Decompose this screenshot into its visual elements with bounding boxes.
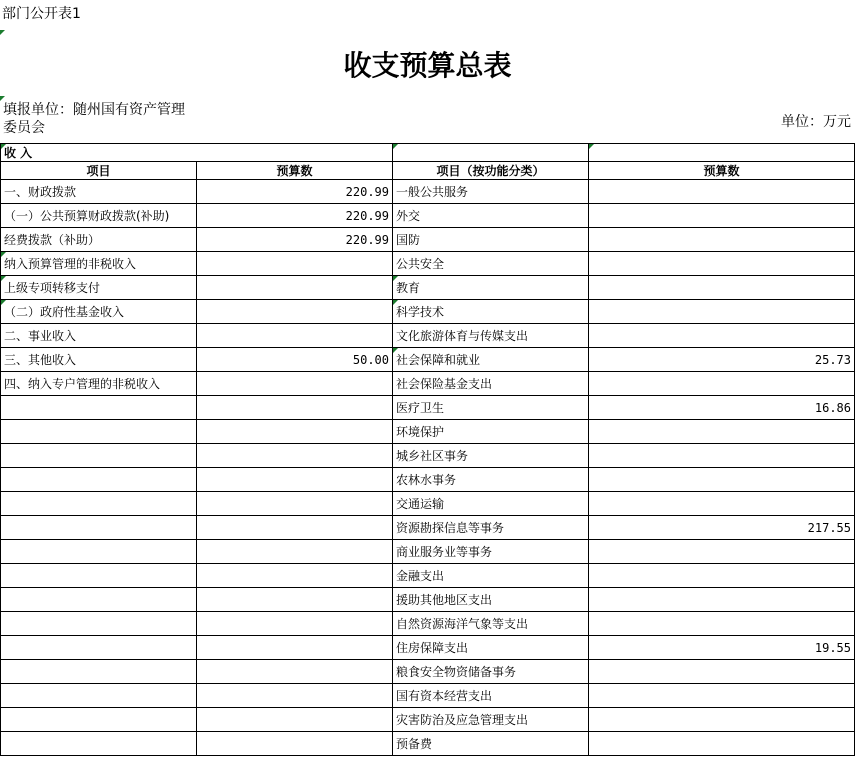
header-blank-cell bbox=[589, 144, 855, 162]
expense-value-cell[interactable] bbox=[589, 252, 855, 276]
table-row bbox=[1, 636, 855, 660]
table-row bbox=[1, 348, 855, 372]
income-value-cell[interactable]: 50.00 bbox=[197, 348, 393, 372]
income-value-cell[interactable] bbox=[197, 300, 393, 324]
income-value-cell[interactable] bbox=[197, 372, 393, 396]
income-item-cell[interactable]: 经费拨款（补助） bbox=[1, 228, 197, 252]
expense-item-cell[interactable]: 社会保障和就业 bbox=[393, 348, 589, 372]
table-row bbox=[1, 468, 855, 492]
table-row bbox=[1, 324, 855, 348]
expense-item-cell[interactable]: 灾害防治及应急管理支出 bbox=[393, 708, 589, 732]
expense-value-cell[interactable] bbox=[589, 708, 855, 732]
income-header-label: 收 入 bbox=[4, 146, 33, 160]
table-row bbox=[1, 372, 855, 396]
table-row bbox=[1, 444, 855, 468]
expense-item-cell[interactable]: 自然资源海洋气象等支出 bbox=[393, 612, 589, 636]
cell-marker-icon bbox=[393, 276, 398, 281]
expense-item-cell[interactable]: 科学技术 bbox=[393, 300, 589, 324]
header-blank-cell bbox=[393, 144, 589, 162]
col-func-budget-header: 预算数 bbox=[589, 162, 855, 180]
income-value-cell[interactable] bbox=[197, 660, 393, 684]
income-value-cell[interactable] bbox=[197, 540, 393, 564]
income-value-cell[interactable] bbox=[197, 636, 393, 660]
income-value-cell[interactable]: 220.99 bbox=[197, 204, 393, 228]
income-value-cell[interactable] bbox=[197, 612, 393, 636]
expense-item-cell[interactable]: 一般公共服务 bbox=[393, 180, 589, 204]
income-value-cell[interactable] bbox=[197, 396, 393, 420]
expense-value-cell[interactable] bbox=[589, 420, 855, 444]
table-row bbox=[1, 540, 855, 564]
table-row bbox=[1, 708, 855, 732]
table-row bbox=[1, 492, 855, 516]
income-value-cell[interactable]: 220.99 bbox=[197, 180, 393, 204]
expense-item-cell[interactable]: 医疗卫生 bbox=[393, 396, 589, 420]
income-value-cell[interactable] bbox=[197, 516, 393, 540]
expense-value-cell[interactable] bbox=[589, 564, 855, 588]
income-value-cell[interactable] bbox=[197, 468, 393, 492]
table-row bbox=[1, 180, 855, 204]
expense-value-cell[interactable] bbox=[589, 324, 855, 348]
col-item-header: 项目 bbox=[1, 162, 197, 180]
expense-item-cell[interactable]: 粮食安全物资储备事务 bbox=[393, 660, 589, 684]
income-value-cell[interactable] bbox=[197, 444, 393, 468]
expense-item-cell[interactable]: 援助其他地区支出 bbox=[393, 588, 589, 612]
cell-marker-icon bbox=[1, 252, 6, 257]
income-value-cell[interactable] bbox=[197, 684, 393, 708]
expense-item-cell[interactable]: 住房保障支出 bbox=[393, 636, 589, 660]
income-item-cell[interactable] bbox=[1, 708, 197, 732]
table-row bbox=[1, 684, 855, 708]
income-value-cell[interactable] bbox=[197, 492, 393, 516]
income-item-cell[interactable] bbox=[1, 492, 197, 516]
expense-value-cell[interactable] bbox=[589, 588, 855, 612]
income-item-cell[interactable] bbox=[1, 516, 197, 540]
income-item-cell[interactable] bbox=[1, 444, 197, 468]
cell-marker-icon bbox=[589, 144, 594, 149]
cell-marker-icon bbox=[1, 300, 6, 305]
expense-value-cell[interactable] bbox=[589, 732, 855, 756]
expense-item-cell[interactable]: 环境保护 bbox=[393, 420, 589, 444]
table-row bbox=[1, 516, 855, 540]
budget-table bbox=[0, 143, 855, 756]
table-row bbox=[1, 252, 855, 276]
expense-value-cell[interactable] bbox=[589, 180, 855, 204]
expense-value-cell[interactable] bbox=[589, 276, 855, 300]
table-row bbox=[1, 300, 855, 324]
table-row bbox=[1, 420, 855, 444]
table-row bbox=[1, 276, 855, 300]
expense-value-cell[interactable] bbox=[589, 684, 855, 708]
expense-item-cell[interactable]: 社会保险基金支出 bbox=[393, 372, 589, 396]
table-row bbox=[1, 660, 855, 684]
income-item-cell[interactable]: （一）公共预算财政拨款(补助) bbox=[1, 204, 197, 228]
expense-value-cell[interactable] bbox=[589, 444, 855, 468]
table-row bbox=[1, 588, 855, 612]
sheet-label: 部门公开表1 bbox=[2, 6, 81, 22]
income-item-cell[interactable]: 三、其他收入 bbox=[1, 348, 197, 372]
income-item-cell[interactable] bbox=[1, 612, 197, 636]
header-row-income bbox=[1, 144, 855, 162]
cell-marker-icon bbox=[1, 276, 6, 281]
income-header bbox=[1, 144, 393, 162]
income-item-cell[interactable] bbox=[1, 420, 197, 444]
income-item-cell[interactable] bbox=[1, 540, 197, 564]
header-row-columns bbox=[1, 162, 855, 180]
table-row bbox=[1, 228, 855, 252]
cell-marker-icon bbox=[393, 300, 398, 305]
income-value-cell[interactable] bbox=[197, 276, 393, 300]
expense-value-cell[interactable] bbox=[589, 660, 855, 684]
income-item-cell[interactable] bbox=[1, 660, 197, 684]
expense-item-cell[interactable]: 国防 bbox=[393, 228, 589, 252]
cell-marker-icon bbox=[0, 30, 5, 35]
expense-item-cell[interactable]: 公共安全 bbox=[393, 252, 589, 276]
income-item-cell[interactable]: 二、事业收入 bbox=[1, 324, 197, 348]
expense-value-cell[interactable]: 19.55 bbox=[589, 636, 855, 660]
income-value-cell[interactable] bbox=[197, 420, 393, 444]
income-value-cell[interactable] bbox=[197, 324, 393, 348]
income-item-cell[interactable] bbox=[1, 732, 197, 756]
expense-value-cell[interactable]: 16.86 bbox=[589, 396, 855, 420]
income-value-cell[interactable] bbox=[197, 252, 393, 276]
income-item-cell[interactable] bbox=[1, 468, 197, 492]
income-item-cell[interactable]: 四、纳入专户管理的非税收入 bbox=[1, 372, 197, 396]
expense-item-cell[interactable]: 预备费 bbox=[393, 732, 589, 756]
expense-value-cell[interactable] bbox=[589, 492, 855, 516]
expense-value-cell[interactable] bbox=[589, 468, 855, 492]
income-value-cell[interactable]: 220.99 bbox=[197, 228, 393, 252]
table-row bbox=[1, 204, 855, 228]
income-item-cell[interactable]: 上级专项转移支付 bbox=[1, 276, 197, 300]
expense-value-cell[interactable] bbox=[589, 540, 855, 564]
income-item-cell[interactable] bbox=[1, 564, 197, 588]
income-value-cell[interactable] bbox=[197, 732, 393, 756]
table-row bbox=[1, 732, 855, 756]
table-row bbox=[1, 564, 855, 588]
income-value-cell[interactable] bbox=[197, 708, 393, 732]
fill-unit: 填报单位：随州国有资产管理委员会 bbox=[3, 102, 185, 136]
income-item-cell[interactable]: （二）政府性基金收入 bbox=[1, 300, 197, 324]
income-item-cell[interactable] bbox=[1, 684, 197, 708]
cell-marker-icon bbox=[393, 348, 398, 353]
expense-item-cell[interactable]: 外交 bbox=[393, 204, 589, 228]
expense-item-cell[interactable]: 国有资本经营支出 bbox=[393, 684, 589, 708]
income-value-cell[interactable] bbox=[197, 588, 393, 612]
income-item-cell[interactable]: 一、财政拨款 bbox=[1, 180, 197, 204]
unit-label: 单位：万元 bbox=[781, 114, 851, 130]
table-row bbox=[1, 396, 855, 420]
expense-item-cell[interactable]: 农林水事务 bbox=[393, 468, 589, 492]
expense-value-cell[interactable] bbox=[589, 228, 855, 252]
cell-marker-icon bbox=[393, 144, 398, 149]
expense-value-cell[interactable]: 25.73 bbox=[589, 348, 855, 372]
table-row bbox=[1, 612, 855, 636]
expense-item-cell[interactable]: 文化旅游体育与传媒支出 bbox=[393, 324, 589, 348]
col-budget-header: 预算数 bbox=[197, 162, 393, 180]
expense-item-cell[interactable]: 商业服务业等事务 bbox=[393, 540, 589, 564]
income-value-cell[interactable] bbox=[197, 564, 393, 588]
expense-value-cell[interactable] bbox=[589, 300, 855, 324]
income-item-cell[interactable] bbox=[1, 396, 197, 420]
expense-value-cell[interactable] bbox=[589, 372, 855, 396]
col-func-item-header: 项目（按功能分类） bbox=[393, 162, 589, 180]
income-item-cell[interactable] bbox=[1, 588, 197, 612]
cell-marker-icon bbox=[1, 144, 6, 149]
expense-item-cell[interactable]: 教育 bbox=[393, 276, 589, 300]
expense-item-cell[interactable]: 城乡社区事务 bbox=[393, 444, 589, 468]
income-item-cell[interactable]: 纳入预算管理的非税收入 bbox=[1, 252, 197, 276]
expense-item-cell[interactable]: 金融支出 bbox=[393, 564, 589, 588]
expense-item-cell[interactable]: 交通运输 bbox=[393, 492, 589, 516]
expense-value-cell[interactable] bbox=[589, 204, 855, 228]
income-item-cell[interactable] bbox=[1, 636, 197, 660]
expense-value-cell[interactable] bbox=[589, 612, 855, 636]
expense-value-cell[interactable]: 217.55 bbox=[589, 516, 855, 540]
expense-item-cell[interactable]: 资源勘探信息等事务 bbox=[393, 516, 589, 540]
page-title: 收支预算总表 bbox=[343, 49, 512, 82]
